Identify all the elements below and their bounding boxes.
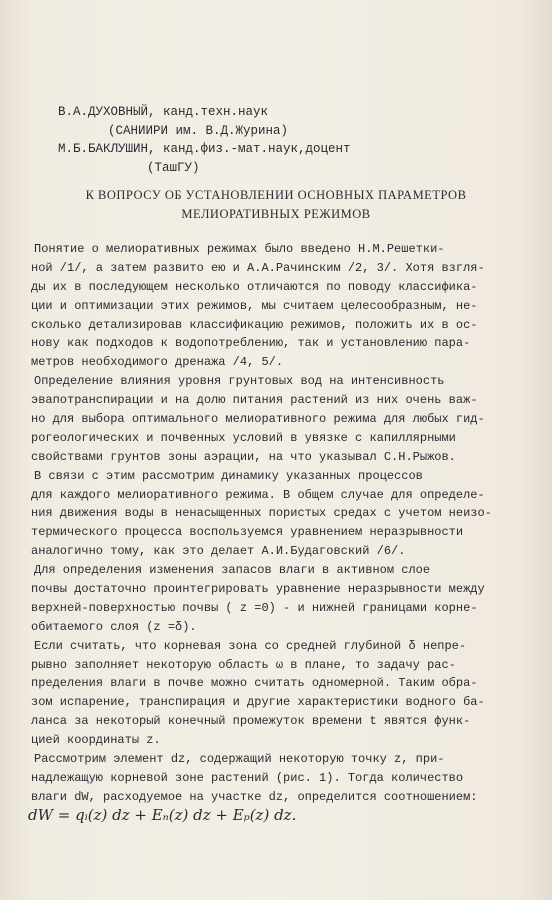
title-line: МЕЛИОРАТИВНЫХ РЕЖИМОВ: [181, 207, 371, 221]
text-line: термического процесса воспользуемся уравнением неразрывности: [31, 525, 464, 540]
author-affiliation: (ТашГУ): [147, 160, 200, 175]
text-line: ния движения воды в ненасыщенных пористых средах с учетом неизо-: [31, 506, 492, 521]
text-line: ды их в последующем несколько отличаются по поводу классифика-: [31, 279, 478, 294]
text-line: Для определения изменения запасов влаги в активном слое: [34, 563, 431, 578]
text-line: почвы достаточно проинтегрировать уравнение неразрывности между: [31, 582, 485, 597]
author-block: [0, 103, 552, 177]
formula: dW = qᵢ(z) dz + Eₙ(z) dz + Eₚ(z) dz.: [28, 806, 297, 824]
text-line: эвапотранспирации и на долю питания растений из них очень важ-: [31, 393, 478, 408]
text-line: рывно заполняет некоторую область ω в плане, то задачу рас-: [31, 657, 456, 672]
text-line: рогеологических и почвенных условий в увязке с капиллярными: [31, 430, 456, 445]
text-line: обитаемого слоя (z =δ).: [31, 619, 197, 634]
author-affiliation: (САНИИРИ им. В.Д.Журина): [108, 123, 289, 138]
title-line: К ВОПРОСУ ОБ УСТАНОВЛЕНИИ ОСНОВНЫХ ПАРАМЕТРОВ: [85, 188, 467, 202]
text-line: зом испарение, транспирация и другие характеристики водного ба-: [31, 695, 485, 710]
text-line: Понятие о мелиоративных режимах было введено Н.М.Решетки-: [34, 242, 445, 256]
text-line: Определение влияния уровня грунтовых вод на интенсивность: [34, 374, 445, 389]
text-line: Если считать, что корневая зона со средней глубиной δ непре-: [34, 638, 467, 653]
text-line: нову как подходов к водопотреблению, так и установлению пара-: [31, 336, 471, 351]
text-line: Рассмотрим элемент dz, содержащий некоторую точку z, при-: [34, 752, 445, 767]
text-line: верхней-поверхностью почвы ( z =0) - и нижней границами корне-: [31, 600, 478, 615]
text-line: пределения влаги в почве можно считать одномерной. Таким обра-: [31, 676, 478, 691]
text-line: свойствами грунтов зоны аэрации, на что указывал С.Н.Рыжов.: [31, 449, 456, 464]
text-line: но для выбора оптимального мелиоративного режима для любых гид-: [31, 412, 485, 427]
text-line: цией координаты z.: [31, 733, 161, 748]
text-line: надлежащую корневой зоне растений (рис. 1). Тогда количество: [31, 770, 464, 785]
text-line: метров необходимого дренажа /4, 5/.: [31, 355, 284, 370]
text-line: влаги dW, расходуемое на участке dz, определится соотношением:: [31, 789, 478, 804]
author-line: М.Б.БАКЛУШИН, канд.физ.-мат.наук,доцент: [58, 142, 351, 156]
text-line: для каждого мелиоративного режима. В общем случае для определе-: [31, 487, 485, 502]
article-title: [0, 186, 552, 224]
text-line: аналогично тому, как это делает А.И.Будаговский /6/.: [31, 544, 406, 559]
author-line: В.А.ДУХОВНЫЙ, канд.техн.наук: [58, 105, 269, 119]
text-line: ной /1/, а затем развито ею и А.А.Рачинским /2, 3/. Хотя взгля-: [31, 260, 485, 275]
text-line: ланса за некоторый конечный промежуток времени t явятся функ-: [31, 714, 471, 729]
text-line: сколько детализировав классификацию режимов, положить их в ос-: [31, 317, 478, 332]
text-line: ции и оптимизации этих режимов, мы считаем целесообразным, не-: [31, 298, 478, 313]
text-line: В связи с этим рассмотрим динамику указанных процессов: [34, 468, 423, 483]
body-text: [0, 240, 552, 807]
